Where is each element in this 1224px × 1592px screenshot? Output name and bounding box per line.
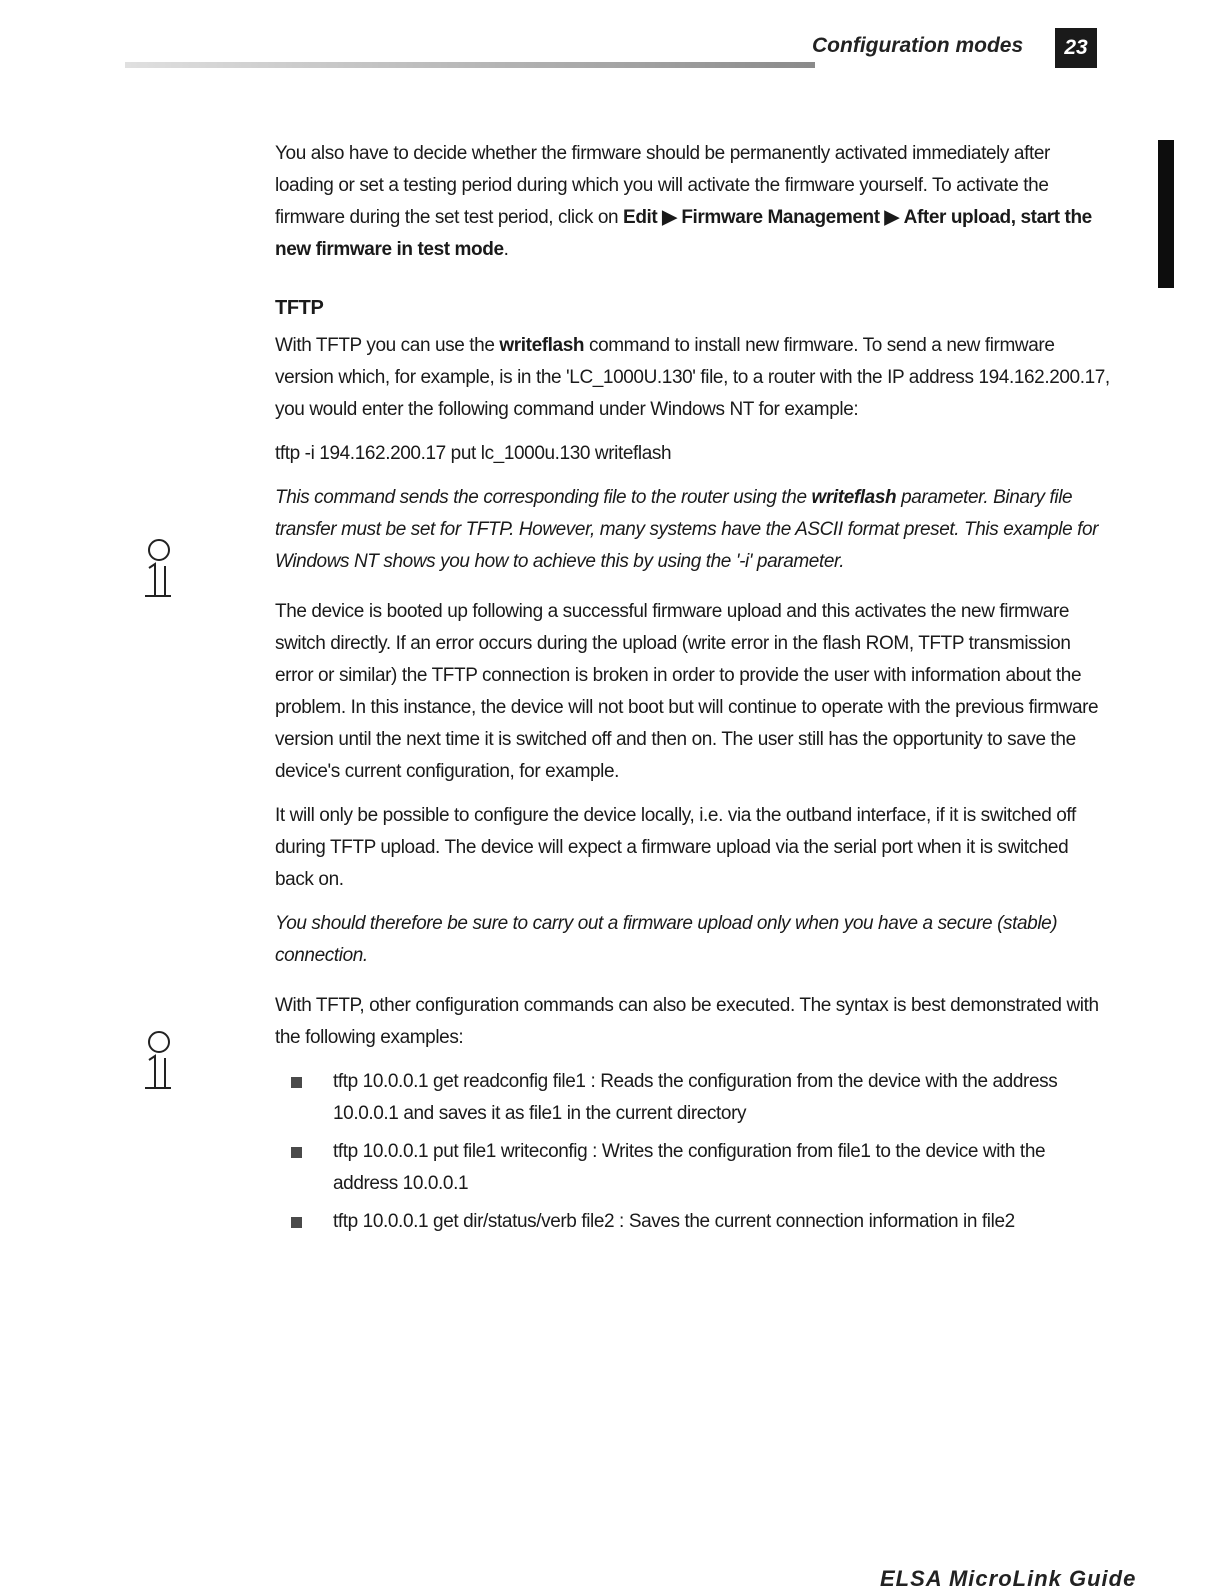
list-item: tftp 10.0.0.1 get readconfig file1 : Reads the configuration from the device with the address 10.0.0.1 and saves it as file1 in the current directory: [275, 1066, 1110, 1130]
list-item: tftp 10.0.0.1 put file1 writeconfig : Writes the configuration from file1 to the device with the address 10.0.0.1: [275, 1136, 1110, 1200]
menu-firmware-management: Firmware Management: [681, 207, 880, 228]
page-number: 23: [1055, 28, 1097, 68]
language-thumb-tab: [1158, 140, 1174, 288]
local-config-paragraph: It will only be possible to configure the device locally, i.e. via the outband interface, if it is switched off during TFTP upload. The device will expect a firmware upload via the serial port when it is switched back on.: [275, 805, 1076, 890]
footer-fragment: ELSA MicroLink Guide: [880, 1566, 1137, 1591]
menu-arrow: ▶: [884, 207, 899, 228]
note-writeflash: This command sends the corresponding file to the router using the writeflash parameter. Binary file transfer must be set for TFTP. However, many systems have the ASCII format preset. This example for Windows NT shows you how to achieve this by using the '-i' parameter.: [275, 487, 1099, 572]
section-title: Configuration modes: [812, 34, 1024, 57]
bullet-icon: [291, 1147, 302, 1158]
tftp-heading: TFTP: [275, 297, 324, 319]
page-content: [275, 138, 1110, 1244]
tftp-paragraph: With TFTP you can use the writeflash command to install new firmware. To send a new firmware version which, for example, is in the 'LC_1000U.130' file, to a router with the IP address 194.162.200.17, you would enter the following command under Windows NT for example:: [275, 335, 1110, 420]
info-icon: [143, 538, 181, 602]
note-secure-connection: You should therefore be sure to carry out a firmware upload only when you have a secure (stable) connection.: [275, 913, 1058, 966]
bullet-icon: [291, 1077, 302, 1088]
header-rule: [125, 62, 815, 68]
writeflash-command: writeflash: [499, 335, 585, 356]
examples-list: [275, 1066, 1110, 1238]
boot-paragraph: The device is booted up following a successful firmware upload and this activates the new firmware switch directly. If an error occurs during the upload (write error in the flash ROM, TFTP transmission error or similar) the TFTP connection is broken in order to provide the user with information about the problem. In this instance, the device will not boot but will continue to operate with the previous firmware version until the next time it is switched off and then on. The user still has the opportunity to save the device's current configuration, for example.: [275, 601, 1099, 782]
intro-paragraph: You also have to decide whether the firmware should be permanently activated immediately after loading or set a testing period during which you will activate the firmware yourself. To activate the firmware during the set test period, click on Edit ▶ Firmware Management ▶ After upload, start the new firmware in test mode.: [275, 143, 1092, 260]
other-commands-paragraph: With TFTP, other configuration commands can also be executed. The syntax is best demonstrated with the following examples:: [275, 995, 1099, 1048]
list-item: tftp 10.0.0.1 get dir/status/verb file2 : Saves the current connection information in file2: [275, 1206, 1110, 1238]
menu-after-upload: After upload, start the new firmware in test mode: [275, 207, 1092, 260]
menu-arrow: ▶: [662, 207, 677, 228]
bullet-icon: [291, 1217, 302, 1228]
command-line: tftp -i 194.162.200.17 put lc_1000u.130 writeflash: [275, 443, 672, 464]
menu-edit: Edit: [623, 207, 658, 228]
info-icon: [143, 1030, 181, 1094]
